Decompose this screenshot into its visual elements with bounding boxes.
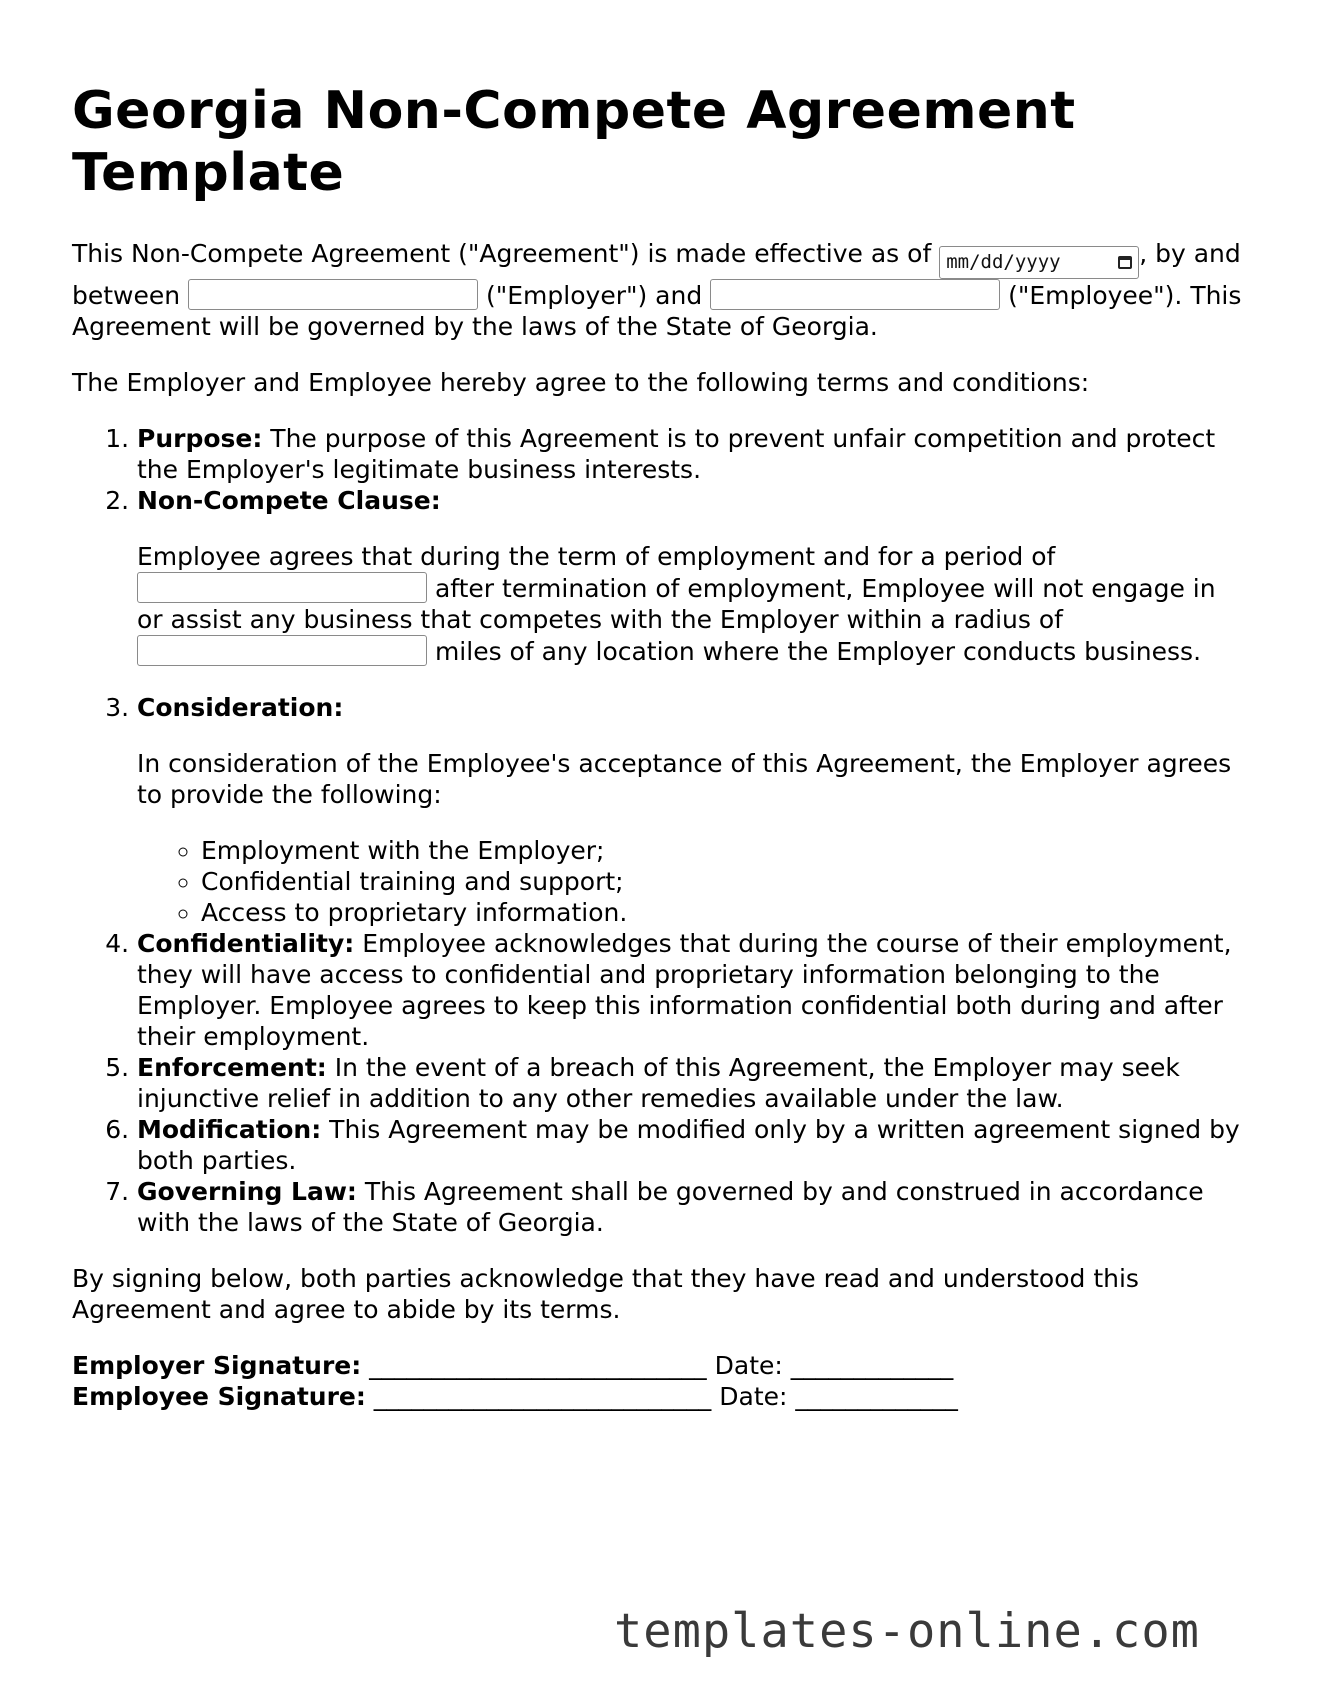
- term-text: Employee acknowledges that during the course of their employment, they will have access to confidential and proprietary information belonging to the Employer. Employee agrees to keep this information confidential both during and after their employment.: [137, 929, 1232, 1051]
- effective-date-input[interactable]: [939, 246, 1139, 279]
- list-item: ◦ Confidential training and support;: [201, 866, 1248, 897]
- term-text: This Agreement may be modified only by a written agreement signed by both parties.: [137, 1115, 1240, 1175]
- term-heading: Modification:: [137, 1115, 322, 1144]
- employer-signature-label: Employer Signature:: [72, 1351, 362, 1380]
- document: [72, 80, 1248, 1412]
- term-modification: [137, 1114, 1248, 1176]
- noncompete-text-1: Employee agrees that during the term of employment and for a period of: [137, 542, 1056, 571]
- list-item: ◦ Employment with the Employer;: [201, 835, 1248, 866]
- term-consideration: [137, 692, 1248, 928]
- intro-text-1: This Non-Compete Agreement ("Agreement") is made effective as of: [72, 239, 940, 268]
- intro-text-3: ("Employer") and: [478, 281, 711, 310]
- page-title: Georgia Non-Compete Agreement Template: [72, 81, 1076, 203]
- consideration-list: [137, 835, 1248, 928]
- noncompete-text-3: miles of any location where the Employer conducts business.: [427, 637, 1202, 666]
- employee-signature-line: [72, 1381, 1248, 1412]
- consideration-paragraph: In consideration of the Employee's acceptance of this Agreement, the Employer agrees to provide the following:: [137, 749, 1232, 809]
- term-heading: Purpose:: [137, 424, 263, 453]
- intro-text-4: ("Employee"). This Agreement will be governed by the laws of the State of Georgia.: [72, 281, 1242, 341]
- term-heading: Enforcement:: [137, 1053, 327, 1082]
- term-purpose: [137, 423, 1248, 485]
- noncompete-text-2: after termination of employment, Employee will not engage in or assist any business that competes with the Employer within a radius of: [137, 574, 1216, 634]
- noncompete-paragraph: [137, 541, 1248, 667]
- employer-signature-line: [72, 1350, 1248, 1381]
- noncompete-period-input[interactable]: [137, 572, 427, 603]
- term-noncompete: [137, 485, 1248, 667]
- term-enforcement: [137, 1052, 1248, 1114]
- term-heading: Non-Compete Clause:: [137, 486, 441, 515]
- employer-signature-blanks: ___________________________ Date: _____________: [361, 1351, 954, 1380]
- term-text: In the event of a breach of this Agreement, the Employer may seek injunctive relief in addition to any other remedies available under the law.: [137, 1053, 1180, 1113]
- date-placeholder: mm/dd/yyyy: [946, 251, 1061, 273]
- term-text: The purpose of this Agreement is to prevent unfair competition and protect the Employer's legitimate business interests.: [137, 424, 1216, 484]
- term-heading: Consideration:: [137, 693, 344, 722]
- term-governing-law: [137, 1176, 1248, 1238]
- employee-name-input[interactable]: [710, 279, 1000, 310]
- employer-name-input[interactable]: [188, 279, 478, 310]
- employee-signature-label: Employee Signature:: [72, 1382, 366, 1411]
- terms-list: [72, 423, 1248, 1238]
- noncompete-radius-input[interactable]: [137, 635, 427, 666]
- intro-text-2: , by and between: [72, 239, 1241, 310]
- signature-block: [72, 1350, 1248, 1412]
- employee-signature-blanks: ___________________________ Date: _____________: [365, 1382, 958, 1411]
- closing-paragraph: By signing below, both parties acknowledge that they have read and understood this Agreement and agree to abide by its terms.: [72, 1264, 1139, 1324]
- term-text: This Agreement shall be governed by and construed in accordance with the laws of the State of Georgia.: [137, 1177, 1204, 1237]
- term-heading: Governing Law:: [137, 1177, 357, 1206]
- intro-paragraph: [72, 238, 1248, 342]
- list-item: ◦ Access to proprietary information.: [201, 897, 1248, 928]
- watermark: templates-online.com: [614, 1604, 1200, 1659]
- calendar-icon[interactable]: [1118, 256, 1132, 269]
- agree-line: The Employer and Employee hereby agree to the following terms and conditions:: [72, 368, 1090, 397]
- term-confidentiality: [137, 928, 1248, 1052]
- term-heading: Confidentiality:: [137, 929, 355, 958]
